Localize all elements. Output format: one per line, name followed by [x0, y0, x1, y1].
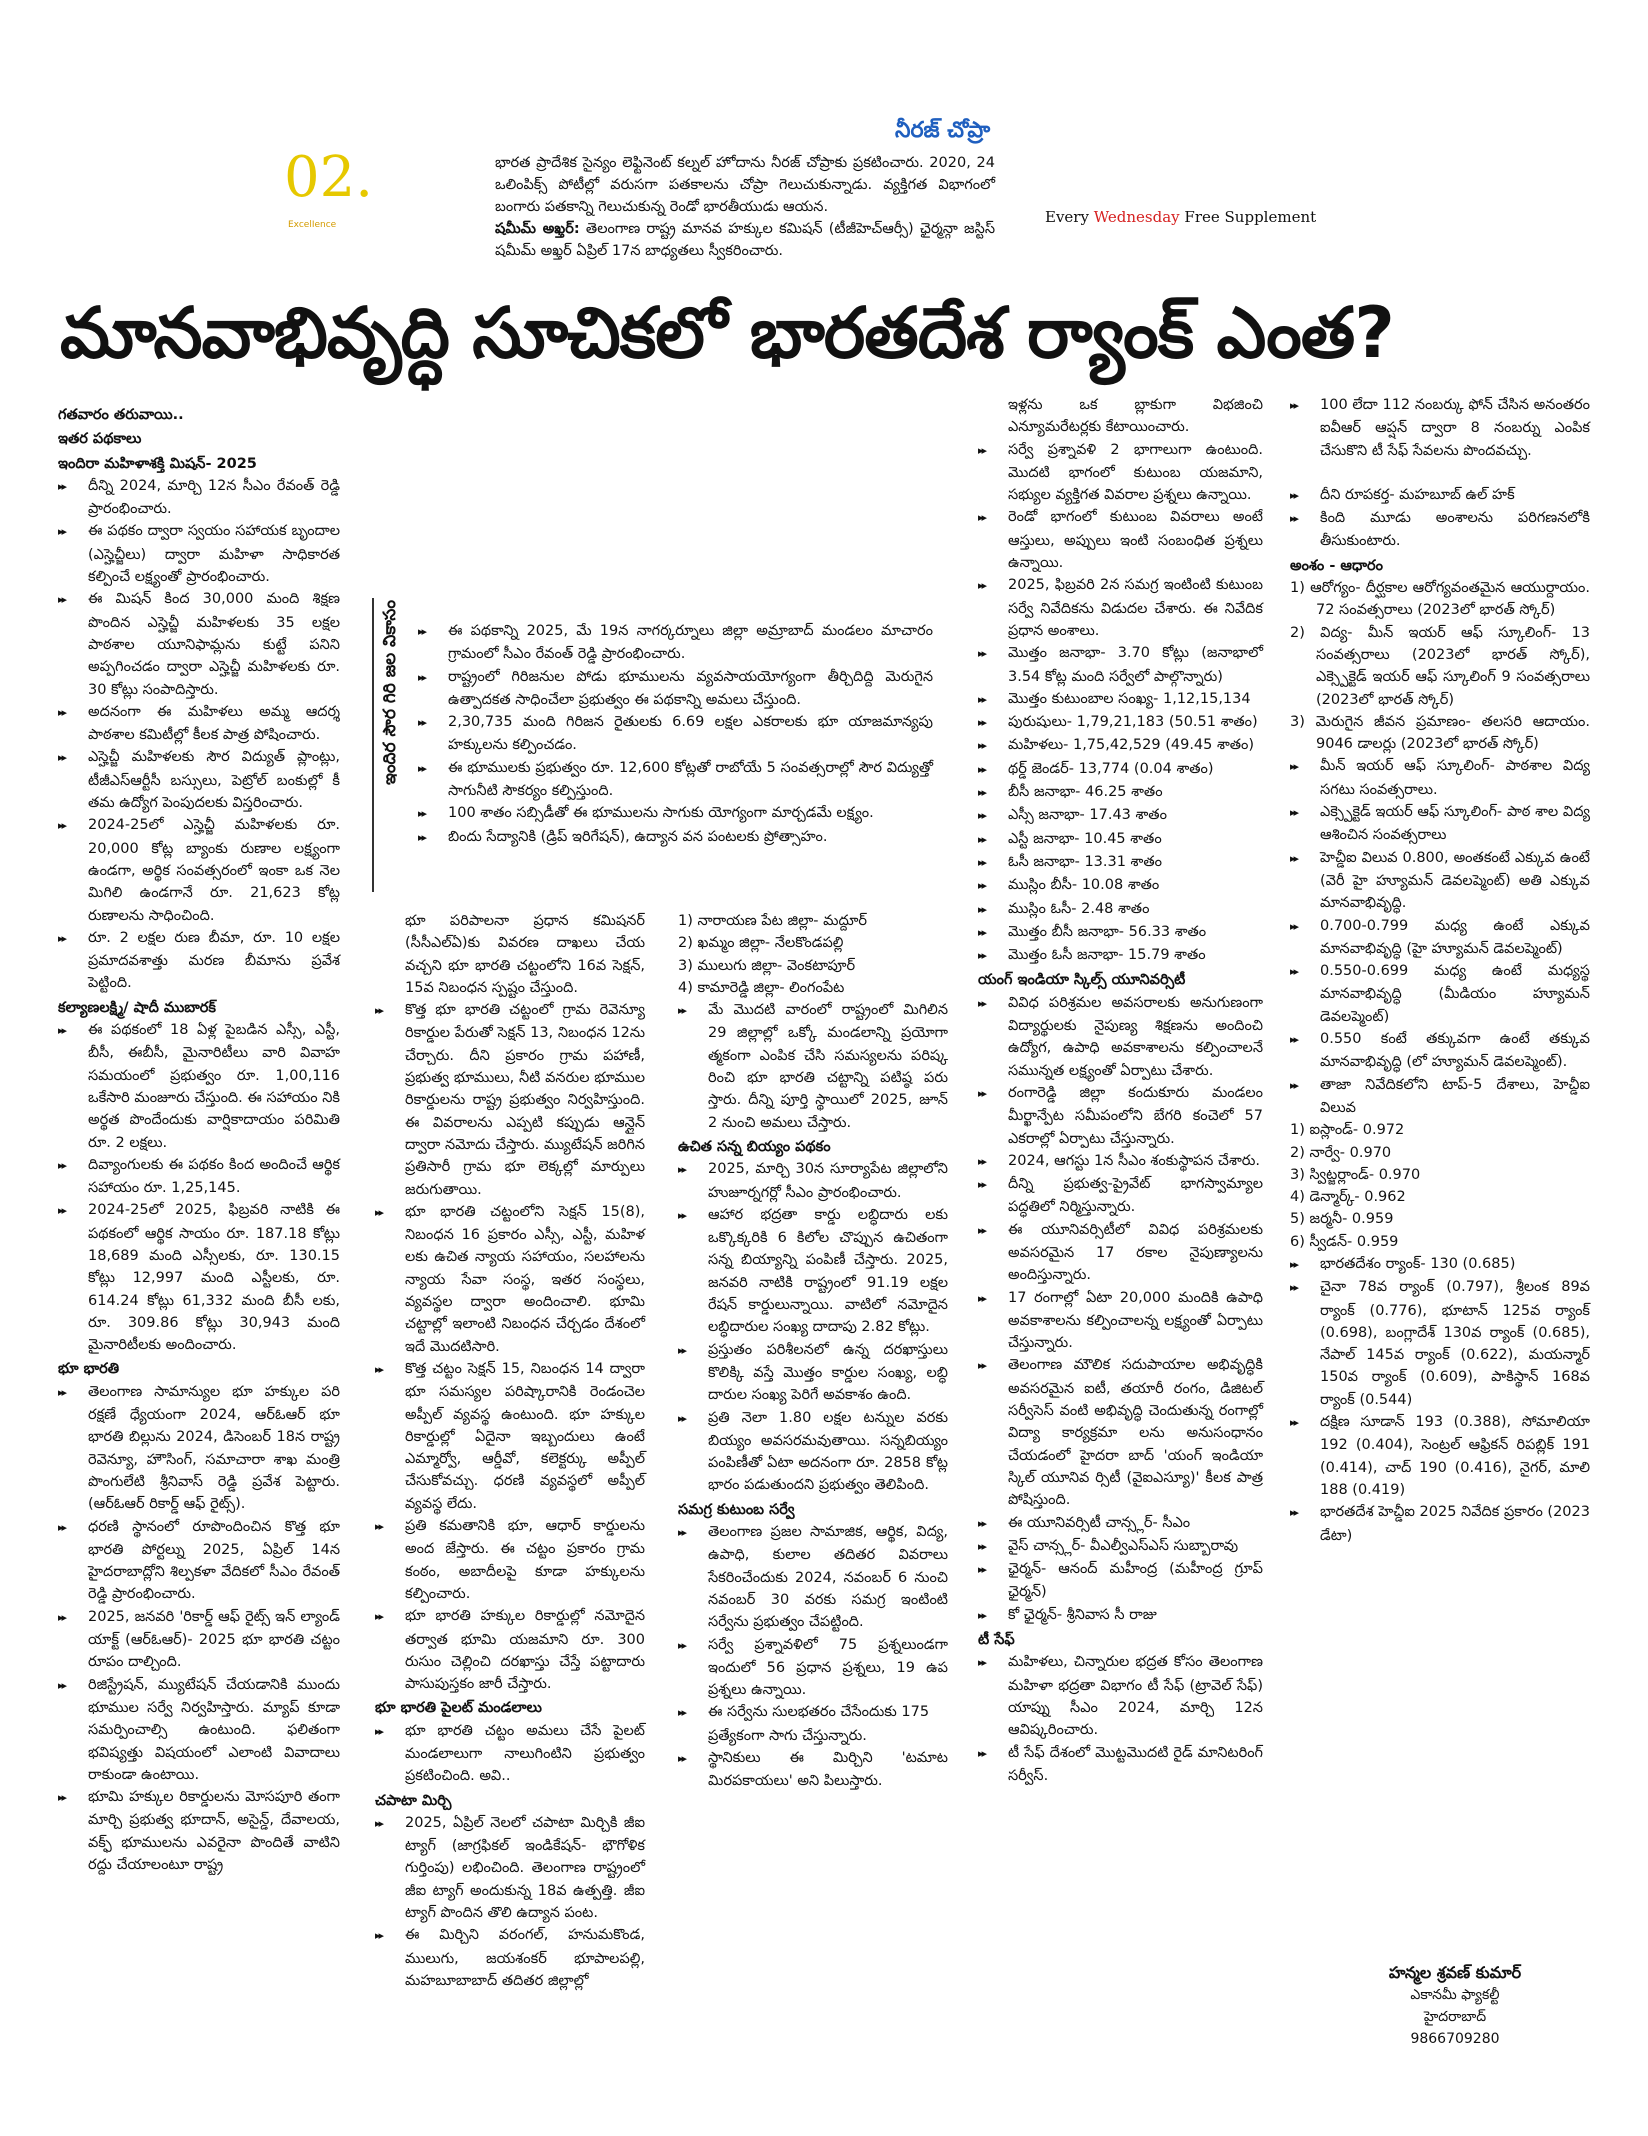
author-city: హైదరాబాద్ — [1423, 2009, 1487, 2025]
bullet-item: ▸▸ 2024-25లో ఎస్హెచ్జీ మహిళలకు రూ. 20,000 కోట్ల బ్యాంకు రుణాల లక్ష్యంగా ఉండగా, అర్థిక సంవత్సరంలో ఇంకా ఒక నెల మిగిలి ఉండగానే రూ. 21,623 కోట్ల రుణాలను సాధించింది. — [58, 814, 340, 926]
bullet-item: ▸▸ భారతదేశ హెచ్డీఐ 2025 నివేదిక ప్రకారం (2023 డేటా) — [1290, 1501, 1590, 1547]
bullet-item: ▸▸ మీన్ ఇయర్ ఆఫ్ స్కూలింగ్- పాఠశాల విద్య సగటు సంవత్సరాలు. — [1290, 755, 1590, 801]
bullet-item: ▸▸ ఓసీ జనాభా- 13.31 శాతం — [978, 851, 1263, 874]
bullet-item: ▸▸ తెలంగాణ మౌలిక సదుపాయాల అభివృద్ధికి అవసరమైన ఐటీ, తయారీ రంగం, డిజిటల్ సర్వీసెస్ వంటి అభివృద్ధి చెందుతున్న రంగాల్లో విద్యా కార్యక్రమా లను అనుసంధానం చేయడంలో హైదరా బాద్ 'యంగ్ ఇండియా స్కిల్ యూనివ ర్సిటీ (వైఐఎస్యూ)' కీలక పాత్ర పోషిస్తుంది. — [978, 1354, 1263, 1511]
bullet-item: ▸▸ ఆహార భద్రతా కార్డు లబ్ధిదారు లకు ఒక్కొక్కరికి 6 కిలోల చొప్పున ఉచితంగా సన్న బియ్యాన్ని పంపిణీ చేస్తారు. 2025, జనవరి నాటికి రాష్ట్రంలో 91.19 లక్షల రేషన్ కార్డులున్నాయి. వాటిలో నమోదైన లబ్ధిదారుల సంఖ్య దాదాపు 2.82 కోట్లు. — [678, 1204, 948, 1339]
vertical-rule — [372, 598, 374, 892]
bullet-item: ▸▸ దక్షిణ సూడాన్ 193 (0.388), సోమాలియా 192 (0.404), సెంట్రల్ ఆఫ్రికన్ రిపబ్లిక్ 191 (0.414), చాద్ 190 (0.416), నైగర్, మాలి 188 (0.419) — [1290, 1411, 1590, 1501]
subheading: భూ భారతి — [58, 1361, 120, 1378]
author-signature — [1310, 1962, 1600, 2050]
bullet-item: ▸▸ థర్డ్ జెండర్- 13,774 (0.04 శాతం) — [978, 758, 1263, 781]
bullet-item: ▸▸ ఎక్స్పెక్టెడ్ ఇయర్ ఆఫ్ స్కూలింగ్- పాఠ శాల విద్య ఆశించిన సంవత్సరాలు — [1290, 801, 1590, 847]
text-line: 4) డెన్మార్క్- 0.962 — [1290, 1189, 1406, 1206]
bullet-item: ▸▸ ఈ పథకాన్ని 2025, మే 19న నాగర్కర్నూలు జిల్లా అమ్రాబాద్ మండలం మాచారం గ్రామంలో సీఎం రేవంత్ రెడ్డి ప్రారంభించారు. — [418, 620, 933, 666]
bullet-item: ▸▸ టీ సేఫ్ దేశంలో మొట్టమొదటి రైడ్ మానిటరింగ్ సర్వీస్. — [978, 1742, 1263, 1788]
text-line: 4) కామారెడ్డి జిల్లా- లింగంపేట — [678, 979, 845, 996]
text-line: 5) జర్మనీ- 0.959 — [1290, 1211, 1394, 1228]
bullet-item: ▸▸ వివిధ పరిశ్రమల అవసరాలకు అనుగుణంగా విద్యార్థులకు నైపుణ్య శిక్షణను అందించి ఉద్యోగ, ఉపాధి అవకాశాలను కల్పించాలనే సమున్నత లక్ష్యంతో ఏర్పాటు చేశారు. — [978, 992, 1263, 1082]
bullet-item: ▸▸ అదనంగా ఈ మహిళలు అమ్మ ఆదర్శ పాఠశాల కమిటీల్లో కీలక పాత్ర పోషించారు. — [58, 701, 340, 747]
bullet-item: ▸▸ రాష్ట్రంలో గిరిజనుల పోడు భూములను వ్యవసాయయోగ్యంగా తీర్చిదిద్ది మెరుగైన ఉత్పాదకత సాధించేలా ప్రభుత్వం ఈ పథకాన్ని అమలు చేస్తుంది. — [418, 666, 933, 712]
bullet-item: ▸▸ 2024, ఆగస్టు 1న సీఎం శంకుస్థాపన చేశారు. — [978, 1150, 1263, 1173]
page-tag: ExcelIence — [288, 220, 337, 230]
column-2 — [375, 910, 645, 1992]
bullet-item: ▸▸ దీన్ని ప్రభుత్వ-ప్రైవేట్ భాగస్వామ్యాల పద్ధతిలో నిర్మిస్తున్నారు. — [978, 1173, 1263, 1219]
text-line: 6) స్వీడన్- 0.959 — [1290, 1233, 1399, 1250]
column-5 — [1290, 394, 1590, 1547]
top-item-text2: తెలంగాణ రాష్ట్ర మానవ హక్కుల కమిషన్ (టీజీహెచ్ఆర్సీ) ఛైర్మన్గా జస్టిస్ షమీమ్ అఖ్తర్ ఏప్రిల్ 17న బాధ్యతలు స్వీకరించారు. — [495, 221, 995, 259]
top-item-name2: షమీమ్ అఖ్తర్: — [495, 221, 580, 237]
bullet-item: ▸▸ రిజిస్ట్రేషన్, మ్యుటేషన్ చేయడానికి ముందు భూముల సర్వే నిర్వహిస్తారు. మ్యాప్ కూడా సమర్పించాల్సి ఉంటుంది. ఫలితంగా భవిష్యత్తు విషయంలో ఎలాంటి వివాదాలు రాకుండా ఉంటాయి. — [58, 1674, 340, 1786]
text-line: 2) విద్య- మీన్ ఇయర్ ఆఫ్ స్కూలింగ్- 13 సంవత్సరాలు (2023లో భారత్ స్కోర్), ఎక్స్పెక్టెడ్ ఇయర్ ఆఫ్ స్కూలింగ్ 9 సంవత్సరాలు (2023లో భారత్ స్కోర్) — [1290, 624, 1590, 708]
text-line: ప్రత్యేకంగా సాగు చేస్తున్నారు. — [708, 1727, 867, 1744]
text-line: 3) ములుగు జిల్లా- వెంకటాపూర్ — [678, 957, 856, 974]
bullet-item: ▸▸ 2025, ఏప్రిల్ నెలలో చపాటా మిర్చికి జీఐ ట్యాగ్ (జాగ్రఫికల్ ఇండికేషన్- భౌగోళిక గుర్తింపు) లభించింది. తెలంగాణ రాష్ట్రంలో జీఐ ట్యాగ్ అందుకున్న 18వ ఉత్పత్తి. జీఐ ట్యాగ్ పొందిన తొలి ఉద్యాన పంట. — [375, 1812, 645, 1924]
top-item-text1: భారత ప్రాదేశిక సైన్యం లెఫ్టినెంట్ కల్నల్ హోదాను నీరజ్ చోప్రాకు ప్రకటించారు. 2020, 24 ఒలింపిక్స్ పోటీల్లో వరుసగా పతకాలను చోప్రా గెలుచుకున్నాడు. వ్యక్తిగత విభాగంలో బంగారు పతకాన్ని గెలుచుకున్న రెండో భారతీయుడు ఆయన. — [495, 155, 995, 215]
bullet-item: ▸▸ 17 రంగాల్లో ఏటా 20,000 మందికి ఉపాధి అవకాశాలను కల్పించాలన్న లక్ష్యంతో ఏర్పాటు చేస్తున్నారు. — [978, 1287, 1263, 1355]
subheading: కల్యాణలక్ష్మి/ షాదీ ముబారక్ — [58, 999, 216, 1016]
bullet-item: ▸▸ కింది మూడు అంశాలను పరిగణనలోకి తీసుకుంటారు. — [1290, 507, 1590, 553]
bullet-item: ▸▸ భూమి హక్కుల రికార్డులను మోసపూరి తంగా మార్చి ప్రభుత్వ భూదాన్, అసైన్డ్, దేవాలయ, వక్ఫ్ భూములను ఎవరైనా పొందితే వాటిని రద్దు చేయాలంటూ రాష్ట్ర — [58, 1786, 340, 1876]
subheading: సమగ్ర కుటుంబ సర్వే — [678, 1501, 795, 1518]
bullet-item: ▸▸ 100 లేదా 112 నంబర్కు ఫోన్ చేసిన అనంతరం ఐవీఆర్ ఆప్షన్ ద్వారా 8 నంబర్ను ఎంపిక చేసుకొని టీ సేఫ్ సేవలను పొందవచ్చు. — [1290, 394, 1590, 462]
supplement-day: Wednesday — [1093, 208, 1180, 226]
text-line: 3) స్విట్జర్లాండ్- 0.970 — [1290, 1166, 1421, 1183]
bullet-item: ▸▸ దీన్ని 2024, మార్చి 12న సీఎం రేవంత్ రెడ్డి ప్రారంభించారు. — [58, 475, 340, 521]
subheading: టీ సేఫ్ — [978, 1632, 1015, 1649]
bullet-item: ▸▸ దివ్యాంగులకు ఈ పథకం కింద అందించే ఆర్థిక సహాయం రూ. 1,25,145. — [58, 1154, 340, 1200]
bullet-item: ▸▸ ధరణి స్థానంలో రూపొందించిన కొత్త భూ భారతి పోర్టల్ను 2025, ఏప్రిల్ 14న హైదరాబాద్లోని శిల్పకళా వేదికలో సీఎం రేవంత్ రెడ్డి ప్రారంభించారు. — [58, 1516, 340, 1606]
text-line: 3) మెరుగైన జీవన ప్రమాణం- తలసరి ఆదాయం. 9046 డాలర్లు (2023లో భారత్ స్కోర్) — [1290, 713, 1590, 753]
bullet-item: ▸▸ ఎస్సీ జనాభా- 17.43 శాతం — [978, 804, 1263, 827]
bullet-item: ▸▸ తెలంగాణ సామాన్యుల భూ హక్కుల పరి రక్షణే ధ్యేయంగా 2024, ఆర్ఓఆర్ భూ భారతి బిల్లును 2024, డిసెంబర్ 18న రాష్ట్ర రెవెన్యూ, హౌసింగ్, సమాచారా శాఖ మంత్రి పొంగులేటి శ్రీనివాస్ రెడ్డి ప్రవేశ పెట్టారు. (ఆర్ఓఆర్ రికార్డ్ ఆఫ్ రైట్స్). — [58, 1381, 340, 1516]
bullet-item: ▸▸ ఈ మిర్చిని వరంగల్, హనుమకొండ, ములుగు, జయశంకర్ భూపాలపల్లి, మహబూబాబాద్ తదితర జిల్లాల్లో — [375, 1924, 645, 1992]
bullet-item: ▸▸ మహిళలు, చిన్నారుల భద్రత కోసం తెలంగాణ మహిళా భద్రతా విభాగం టీ సేఫ్ (ట్రావెల్ సేఫ్) యాప్ను సీఎం 2024, మార్చి 12న ఆవిష్కరించారు. — [978, 1651, 1263, 1741]
bullet-item: ▸▸ రంగారెడ్డి జిల్లా కందుకూరు మండలం మీర్ఖాన్పేట సమీపంలోని బేగరి కంచెలో 57 ఎకరాల్లో ఏర్పాటు చేస్తున్నారు. — [978, 1082, 1263, 1150]
bullet-item: ▸▸ ఎస్టీ జనాభా- 10.45 శాతం — [978, 828, 1263, 851]
bullet-item: ▸▸ తాజా నివేదికలోని టాప్-5 దేశాలు, హెచ్డీఐ విలువ — [1290, 1074, 1590, 1120]
bullet-item: ▸▸ భారతదేశం ర్యాంక్- 130 (0.685) — [1290, 1253, 1590, 1276]
top-item-name: నీరజ్ చోప్రా — [895, 118, 991, 143]
subheading: గతవారం తరువాయి.. — [58, 407, 184, 423]
bullet-item: ▸▸ ఈ సర్వేను సులభతరం చేసేందుకు 175 — [678, 1701, 948, 1724]
bullet-item: ▸▸ భూ భారతి చట్టంలోని సెక్షన్ 15(8), నిబంధన 16 ప్రకారం ఎస్సీ, ఎస్టీ, మహిళ లకు ఉచిత న్యాయ సహాయం, సలహాలను న్యాయ సేవా సంస్థ, ఇతర సంస్థలు, వ్యవస్థల ద్వారా అందించాలి. భూమి చట్టాల్లో ఇలాంటి నిబంధన చేర్చడం దేశంలో ఇదే మొదటిసారి. — [375, 1201, 645, 1358]
bullet-item: ▸▸ ఈ మిషన్ కింద 30,000 మంది శిక్షణ పొందిన ఎస్హెచ్జీ మహిళలకు 35 లక్షల పాఠశాల యూనిఫామ్లను కుట్టే పనిని అప్పగించడం ద్వారా ఎస్హెచ్జీ మహిళలకు రూ. 30 కోట్లు సంపాదిస్తారు. — [58, 588, 340, 700]
bullet-item: ▸▸ కొత్త చట్టం సెక్షన్ 15, నిబంధన 14 ద్వారా భూ సమస్యల పరిష్కారానికి రెండంచెల అప్పీల్ వ్యవస్థ ఉంటుంది. భూ హక్కుల రికార్డుల్లో ఏదైనా ఇబ్బందులు ఉంటే ఎమ్మార్వో, ఆర్డీవో, కలెక్టర్కు అప్పీల్ చేసుకోవచ్చు. ధరణి వ్యవస్థలో అప్పీల్ వ్యవస్థ లేదు. — [375, 1358, 645, 1515]
bullet-item: ▸▸ వైస్ చాన్స్లర్- వీఎల్వీఎస్ఎస్ సుబ్బారావు — [978, 1535, 1263, 1558]
bullet-item: ▸▸ తెలంగాణ ప్రజల సామాజిక, ఆర్థిక, విద్య, ఉపాధి, కులాల తదితర వివరాలు సేకరించేందుకు 2024, నవంబర్ 6 నుంచి నవంబర్ 30 వరకు సమగ్ర ఇంటింటి సర్వేను ప్రభుత్వం చేపట్టింది. — [678, 1521, 948, 1633]
subheading: ఇతర పథకాలు — [58, 431, 142, 448]
text-line — [1290, 462, 1590, 484]
bullet-item: ▸▸ భూ భారతి చట్టం అమలు చేసే పైలట్ మండలాలుగా నాలుగింటిని ప్రభుత్వం ప్రకటించింది. అవి.. — [375, 1720, 645, 1788]
bullet-item: ▸▸ ఈ యూనివర్సిటీలో వివిధ పరిశ్రమలకు అవసరమైన 17 రకాల నైపుణ్యాలను అందిస్తున్నారు. — [978, 1219, 1263, 1287]
bullet-item: ▸▸ ఈ పథకం ద్వారా స్వయం సహాయక బృందాల (ఎస్హెచ్జీలు) ద్వారా మహిళా సాధికారత కల్పించే లక్ష్యంతో ప్రారంభించారు. — [58, 520, 340, 588]
bullet-item: ▸▸ ఈ పథకంలో 18 ఏళ్ల పైబడిన ఎస్సీ, ఎస్టీ, బీసీ, ఈబీసీ, మైనారిటీలు వారి వివాహ సమయంలో ప్రభుత్వం రూ. 1,00,116 ఒకేసారి మంజూరు చేస్తుంది. ఈ సహాయం నికి అర్థత పొందేందుకు వార్షికాదాయం పరిమితి రూ. 2 లక్షలు. — [58, 1019, 340, 1154]
text-line: భూ పరిపాలనా ప్రధాన కమిషనర్ (సీసీఎల్ఏ)కు వివరణ దాఖలు చేయ వచ్చని భూ భారతి చట్టంలోని 16వ సెక్షన్, 15వ నిబంధన స్పష్టం చేస్తుంది. — [405, 913, 645, 996]
bullet-item: ▸▸ మొత్తం కుటుంబాల సంఖ్య- 1,12,15,134 — [978, 688, 1263, 711]
column-1 — [58, 402, 340, 1876]
bullet-item: ▸▸ ఎస్హెచ్జీ మహిళలకు సౌర విద్యుత్ ప్లాంట్లు, టీజీఎస్ఆర్టీసీ బస్సులు, పెట్రోల్ బంకుల్లో కీ తమ ఉద్యోగ పెంపుదలకు విస్తరించారు. — [58, 746, 340, 814]
bullet-item: ▸▸ ఈ భూములకు ప్రభుత్వం రూ. 12,600 కోట్లతో రాబోయే 5 సంవత్సరాల్లో సౌర విద్యుత్తో సాగునీటి సౌకర్యం కల్పిస్తుంది. — [418, 757, 933, 803]
author-phone: 9866709280 — [1410, 2031, 1500, 2047]
text-line: 1) ఐస్లాండ్- 0.972 — [1290, 1122, 1405, 1139]
bullet-item: ▸▸ స్థానికులు ఈ మిర్చిని 'టమాట మిరపకాయలు' అని పిలుస్తారు. — [678, 1747, 948, 1793]
text-line: 2) ఖమ్మం జిల్లా- నేలకొండపల్లి — [678, 935, 844, 952]
text-line: 1) నారాయణ పేట జిల్లా- మద్దూర్ — [678, 913, 867, 929]
page-number: 02. — [284, 145, 374, 210]
bullet-item: ▸▸ బిందు సేద్యానికి (డ్రిప్ ఇరిగేషన్), ఉద్యాన వన పంటలకు ప్రోత్సాహం. — [418, 826, 933, 849]
column-4 — [978, 394, 1263, 1787]
bullet-item: ▸▸ హెచ్డీఐ విలువ 0.800, అంతకంటే ఎక్కువ ఉంటే (వెరీ హై హ్యూమన్ డెవలప్మెంట్) అతి ఎక్కువ మానవాభివృద్ధి. — [1290, 847, 1590, 915]
bullet-item: ▸▸ మే మొదటి వారంలో రాష్ట్రంలో మిగిలిన 29 జిల్లాల్లో ఒక్కో మండలాన్ని ప్రయోగా త్మకంగా ఎంపిక చేసి సమస్యలను పరిష్క రించి భూ భారతి చట్టాన్ని పటిష్ఠ పరు స్తారు. దీన్ని పూర్తి స్థాయిలో 2025, జూన్ 2 నుంచి అమలు చేస్తారు. — [678, 999, 948, 1134]
bullet-item: ▸▸ 2025, మార్చి 30న సూర్యాపేట జిల్లాలోని హుజూర్నగర్లో సీఎం ప్రారంభించారు. — [678, 1158, 948, 1204]
author-name: హన్మల శ్రవణ్ కుమార్ — [1388, 1963, 1522, 1982]
bullet-item: ▸▸ సర్వే ప్రశ్నావళి 2 భాగాలుగా ఉంటుంది. మొదటి భాగంలో కుటుంబ యజమాని, సభ్యుల వ్యక్తిగత వివరాల ప్రశ్నలు ఉన్నాయి. — [978, 439, 1263, 507]
bullet-item: ▸▸ ఛైర్మన్- ఆనంద్ మహీంద్ర (మహీంద్ర గ్రూప్ ఛైర్మన్) — [978, 1558, 1263, 1604]
column-2-top — [418, 620, 933, 849]
subheading: ఇందిరా మహిళాశక్తి మిషన్- 2025 — [58, 455, 257, 472]
bullet-item: ▸▸ రెండో భాగంలో కుటుంబ వివరాలు అంటే ఆస్తులు, అప్పులు ఇంటి సంబంధిత ప్రశ్నలు ఉన్నాయి. — [978, 506, 1263, 574]
bullet-item: ▸▸ కో ఛైర్మన్- శ్రీనివాస సీ రాజు — [978, 1604, 1263, 1627]
subheading: ఉచిత సన్న బియ్యం పథకం — [678, 1138, 831, 1155]
bullet-item: ▸▸ మొత్తం బీసీ జనాభా- 56.33 శాతం — [978, 921, 1263, 944]
bullet-item: ▸▸ ప్రతి నెలా 1.80 లక్షల టన్నుల వరకు బియ్యం అవసరమవుతాయి. సన్నబియ్యం పంపిణీతో ఏటా అదనంగా రూ. 2858 కోట్ల భారం పడుతుందని ప్రభుత్వం తెలిపింది. — [678, 1407, 948, 1497]
subheading: చపాటా మిర్చి — [375, 1792, 452, 1809]
bullet-item: ▸▸ దీని రూపకర్త- మహబూబ్ ఉల్ హక్ — [1290, 484, 1590, 507]
text-line: 1) ఆరోగ్యం- దీర్ఘకాల ఆరోగ్యవంతమైన ఆయుర్దాయం. 72 సంవత్సరాలు (2023లో భారత్ స్కోర్) — [1290, 580, 1590, 619]
bullet-item: ▸▸ రూ. 2 లక్షల రుణ బీమా, రూ. 10 లక్షల ప్రమాదవశాత్తు మరణ బీమాను ప్రవేశ పెట్టింది. — [58, 927, 340, 995]
bullet-item: ▸▸ 2,30,735 మంది గిరిజన రైతులకు 6.69 లక్షల ఎకరాలకు భూ యాజమాన్యపు హక్కులను కల్పించడం. — [418, 711, 933, 757]
supplement-label — [1045, 208, 1316, 226]
bullet-item: ▸▸ భూ భారతి హక్కుల రికార్డుల్లో నమోదైన తర్వాత భూమి యజమాని రూ. 300 రుసుం చెల్లించి దరఖాస్తు చేస్తే పట్టాదారు పాసుపుస్తకం జారీ చేస్తారు. — [375, 1605, 645, 1695]
vertical-title-text: ఇందిర సౌర గిరి జల వికాసం — [380, 600, 400, 785]
subheading: అంశం - ఆధారం — [1290, 557, 1383, 574]
subheading: యంగ్ ఇండియా స్కిల్స్ యూనివర్సిటీ — [978, 972, 1186, 989]
bullet-item: ▸▸ ప్రస్తుతం పరిశీలనలో ఉన్న దరఖాస్తులు కొలిక్కి వస్తే మొత్తం కార్డుల సంఖ్య, లబ్ధి దారుల సంఖ్య పెరిగే అవకాశం ఉంది. — [678, 1339, 948, 1407]
bullet-item: ▸▸ పురుషులు- 1,79,21,183 (50.51 శాతం) — [978, 711, 1263, 734]
subheading: భూ భారతి పైలట్ మండలాలు — [375, 1700, 542, 1717]
bullet-item: ▸▸ ఈ యూనివర్సిటీ చాన్స్లర్- సీఎం — [978, 1512, 1263, 1535]
bullet-item: ▸▸ చైనా 78వ ర్యాంక్ (0.797), శ్రీలంక 89వ ర్యాంక్ (0.776), భూటాన్ 125వ ర్యాంక్ (0.698), బంగ్లాదేశ్ 130వ ర్యాంక్ (0.685), నేపాల్ 145వ ర్యాంక్ (0.622), మయన్మార్ 150వ ర్యాంక్ (0.609), పాకిస్థాన్ 168వ ర్యాంక్ (0.544) — [1290, 1276, 1590, 1411]
top-item-text — [495, 152, 995, 262]
text-line: ఇళ్లను ఒక బ్లాకుగా విభజించి ఎన్యూమరేటర్లకు కేటాయించారు. — [1008, 397, 1263, 436]
bullet-item: ▸▸ 0.700-0.799 మధ్య ఉంటే ఎక్కువ మానవాభివృద్ధి (హై హ్యూమన్ డెవలప్మెంట్) — [1290, 915, 1590, 961]
supplement-pre: Every — [1045, 208, 1094, 226]
bullet-item: ▸▸ ముస్లిం బీసీ- 10.08 శాతం — [978, 874, 1263, 897]
vertical-title — [378, 600, 408, 890]
bullet-item: ▸▸ 0.550-0.699 మధ్య ఉంటే మధ్యస్థ మానవాభివృద్ధి (మీడియం హ్యూమన్ డెవలప్మెంట్) — [1290, 960, 1590, 1028]
column-3 — [678, 910, 948, 1793]
author-role: ఎకానమీ ఫ్యాకల్టీ — [1410, 1987, 1500, 2003]
bullet-item: ▸▸ 100 శాతం సబ్సిడీతో ఈ భూములను సాగుకు యోగ్యంగా మార్చడమే లక్ష్యం. — [418, 802, 933, 825]
bullet-item: ▸▸ మహిళలు- 1,75,42,529 (49.45 శాతం) — [978, 734, 1263, 757]
bullet-item: ▸▸ సర్వే ప్రశ్నావళిలో 75 ప్రశ్నలుండగా ఇందులో 56 ప్రధాన ప్రశ్నలు, 19 ఉప ప్రశ్నలు ఉన్నాయి. — [678, 1634, 948, 1702]
bullet-item: ▸▸ 2025, ఫిబ్రవరి 2న సమగ్ర ఇంటింటి కుటుంబ సర్వే నివేదికను విడుదల చేశారు. ఈ నివేదిక ప్రధాన అంశాలు. — [978, 574, 1263, 642]
bullet-item: ▸▸ ప్రతి కమతానికి భూ, ఆధార్ కార్డులను అంద జేస్తారు. ఈ చట్టం ప్రకారం గ్రామ కంఠం, అబాదీలపై కూడా హక్కులను కల్పించారు. — [375, 1515, 645, 1605]
bullet-item: ▸▸ 2024-25లో 2025, ఫిబ్రవరి నాటికి ఈ పథకంలో ఆర్థిక సాయం రూ. 187.18 కోట్లు 18,689 మంది ఎస్సీలకు, రూ. 130.15 కోట్లు 12,997 మంది ఎస్టీలకు, రూ. 614.24 కోట్లు 61,332 మంది బీసీ లకు, రూ. 309.86 కోట్లు 30,943 మంది మైనారిటీలకు అందించారు. — [58, 1199, 340, 1356]
text-line: 2) నార్వే- 0.970 — [1290, 1144, 1392, 1161]
bullet-item: ▸▸ బీసీ జనాభా- 46.25 శాతం — [978, 781, 1263, 804]
bullet-item: ▸▸ 2025, జనవరి 'రికార్డ్ ఆఫ్ రైట్స్ ఇన్ ల్యాండ్ యాక్ట్ (ఆర్ఓఆర్)- 2025 భూ భారతి చట్టం రూపం దాల్చింది. — [58, 1606, 340, 1674]
bullet-item: ▸▸ మొత్తం ఓసీ జనాభా- 15.79 శాతం — [978, 944, 1263, 967]
supplement-post: Free Supplement — [1179, 208, 1317, 226]
bullet-item: ▸▸ ముస్లిం ఓసీ- 2.48 శాతం — [978, 898, 1263, 921]
bullet-item: ▸▸ కొత్త భూ భారతి చట్టంలో గ్రామ రెవెన్యూ రికార్డుల పేరుతో సెక్షన్ 13, నిబంధన 12ను చేర్చారు. దీని ప్రకారం గ్రామ పహాణీ, ప్రభుత్వ భూములు, నీటి వనరుల భూముల రికార్డులను రాష్ట్ర ప్రభుత్వం నిర్వహిస్తుంది. ఈ వివరాలను ఎప్పటి కప్పుడు ఆన్లైన్ ద్వారా నమోదు చేస్తారు. మ్యుటేషన్ జరిగిన ప్రతిసారీ గ్రామ భూ లెక్కల్లో మార్పులు జరుగుతాయి. — [375, 999, 645, 1201]
headline: మానవాభివృద్ధి సూచికలో భారతదేశ ర్యాంక్ ఎంత? — [60, 292, 1394, 374]
bullet-item: ▸▸ మొత్తం జనాభా- 3.70 కోట్లు (జనాభాలో 3.54 కోట్ల మంది సర్వేలో పాల్గొన్నారు) — [978, 642, 1263, 688]
bullet-item: ▸▸ 0.550 కంటే తక్కువగా ఉంటే తక్కువ మానవాభివృద్ధి (లో హ్యూమన్ డెవలప్మెంట్). — [1290, 1028, 1590, 1074]
